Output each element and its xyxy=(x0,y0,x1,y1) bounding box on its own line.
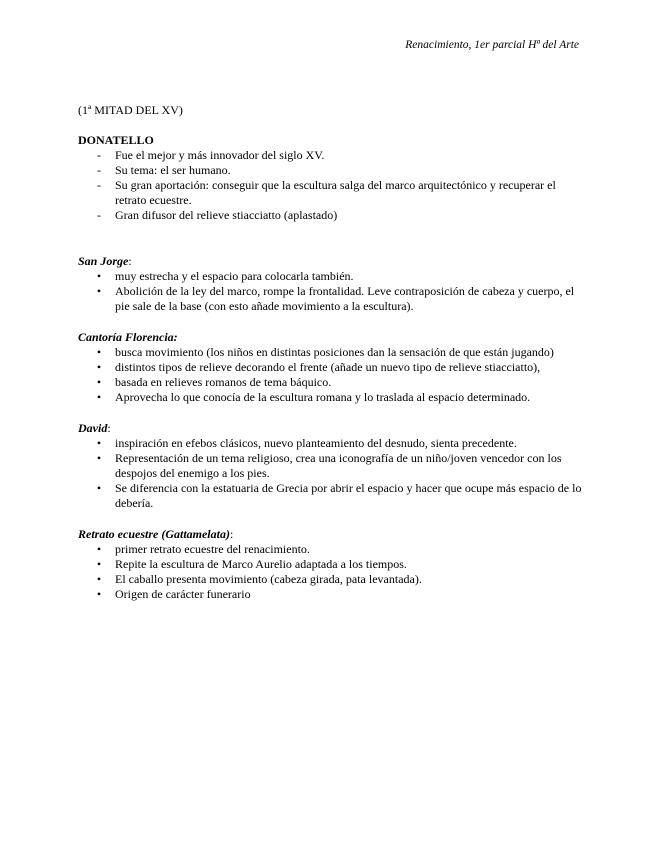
list-marker: • xyxy=(96,572,102,586)
list-item xyxy=(78,269,583,284)
list-marker: • xyxy=(96,375,102,389)
cantoria-title: Cantoría Florencia: xyxy=(78,330,178,344)
list-item-text: Gran difusor del relieve stiacciatto (aplastado) xyxy=(115,208,338,222)
list-item-text: basada en relieves romanos de tema báquico. xyxy=(115,375,332,389)
list-item-text: Origen de carácter funerario xyxy=(115,587,251,601)
section-san-jorge xyxy=(78,254,583,314)
list-item-text: Se diferencia con la estatuaria de Grecia por abrir el espacio y hacer que ocupe más espacio de lo debería. xyxy=(115,481,582,510)
section-heading-cantoria xyxy=(78,330,583,345)
section-cantoria xyxy=(78,330,583,405)
david-title: David xyxy=(78,421,108,435)
list-item-text: Abolición de la ley del marco, rompe la frontalidad. Leve contraposición de cabeza y cuerpo, el pie sale de la base (con esto añade movimiento a la escultura). xyxy=(115,284,575,313)
list-item xyxy=(78,542,583,557)
section-donatello xyxy=(78,133,583,223)
section-david xyxy=(78,421,583,511)
document-body xyxy=(78,103,583,602)
list-item xyxy=(78,148,583,163)
list-marker: • xyxy=(96,345,102,359)
list-item xyxy=(78,572,583,587)
san-jorge-title: San Jorge xyxy=(78,254,129,268)
list-marker: • xyxy=(96,436,102,450)
section-heading-david xyxy=(78,421,583,436)
list-item xyxy=(78,481,583,511)
list-marker: • xyxy=(96,542,102,556)
list-item-text: primer retrato ecuestre del renacimiento. xyxy=(115,542,310,556)
section-heading-retrato xyxy=(78,527,583,542)
list-marker: • xyxy=(96,587,102,601)
page-header: Renacimiento, 1er parcial Hª del Arte xyxy=(405,39,579,51)
list-marker: - xyxy=(97,163,101,177)
list-marker: • xyxy=(96,451,102,465)
david-list xyxy=(78,436,583,511)
list-item xyxy=(78,451,583,481)
list-marker: • xyxy=(96,390,102,404)
list-marker: - xyxy=(97,208,101,222)
list-marker: • xyxy=(96,284,102,298)
list-marker: • xyxy=(96,269,102,283)
list-item xyxy=(78,375,583,390)
list-item xyxy=(78,436,583,451)
cantoria-list xyxy=(78,345,583,405)
list-marker: • xyxy=(96,481,102,495)
list-marker: - xyxy=(97,178,101,192)
list-item xyxy=(78,390,583,405)
section-retrato-ecuestre xyxy=(78,527,583,602)
list-item xyxy=(78,587,583,602)
list-marker: • xyxy=(96,557,102,571)
list-marker: - xyxy=(97,148,101,162)
list-item-text: Su tema: el ser humano. xyxy=(115,163,231,177)
list-item xyxy=(78,345,583,360)
list-item-text: muy estrecha y el espacio para colocarla también. xyxy=(115,269,354,283)
list-item-text: inspiración en efebos clásicos, nuevo planteamiento del desnudo, sienta precedente. xyxy=(115,436,517,450)
donatello-list xyxy=(78,148,583,223)
list-item-text: Representación de un tema religioso, crea una iconografía de un niño/joven vencedor con los despojos del enemigo a los pies. xyxy=(115,451,562,480)
list-item-text: distintos tipos de relieve decorando el frente (añade un nuevo tipo de relieve stiacciatto), xyxy=(115,360,541,374)
list-item xyxy=(78,163,583,178)
list-item xyxy=(78,360,583,375)
section-heading-san-jorge xyxy=(78,254,583,269)
list-marker: • xyxy=(96,360,102,374)
list-item xyxy=(78,208,583,223)
list-item-text: busca movimiento (los niños en distintas posiciones dan la sensación de que están jugando) xyxy=(115,345,554,359)
retrato-list xyxy=(78,542,583,602)
section-heading-donatello: DONATELLO xyxy=(78,133,154,147)
retrato-title: Retrato ecuestre (Gattamelata) xyxy=(78,527,230,541)
list-item xyxy=(78,178,583,208)
list-item-text: Repite la escultura de Marco Aurelio adaptada a los tiempos. xyxy=(115,557,407,571)
list-item-text: El caballo presenta movimiento (cabeza girada, pata levantada). xyxy=(115,572,422,586)
san-jorge-list xyxy=(78,269,583,314)
list-item xyxy=(78,284,583,314)
san-jorge-suffix: : xyxy=(128,254,132,268)
list-item-text: Aprovecha lo que conocía de la escultura romana y lo traslada al espacio determinado. xyxy=(115,390,531,404)
list-item xyxy=(78,557,583,572)
retrato-suffix: : xyxy=(229,527,234,541)
list-item-text: Su gran aportación: conseguir que la escultura salga del marco arquitectónico y recuperar el retrato ecuestre. xyxy=(115,178,556,207)
list-item-text: Fue el mejor y más innovador del siglo XV. xyxy=(115,148,325,162)
period-subtitle: (1ª MITAD DEL XV) xyxy=(78,103,183,117)
david-suffix: : xyxy=(107,421,111,435)
